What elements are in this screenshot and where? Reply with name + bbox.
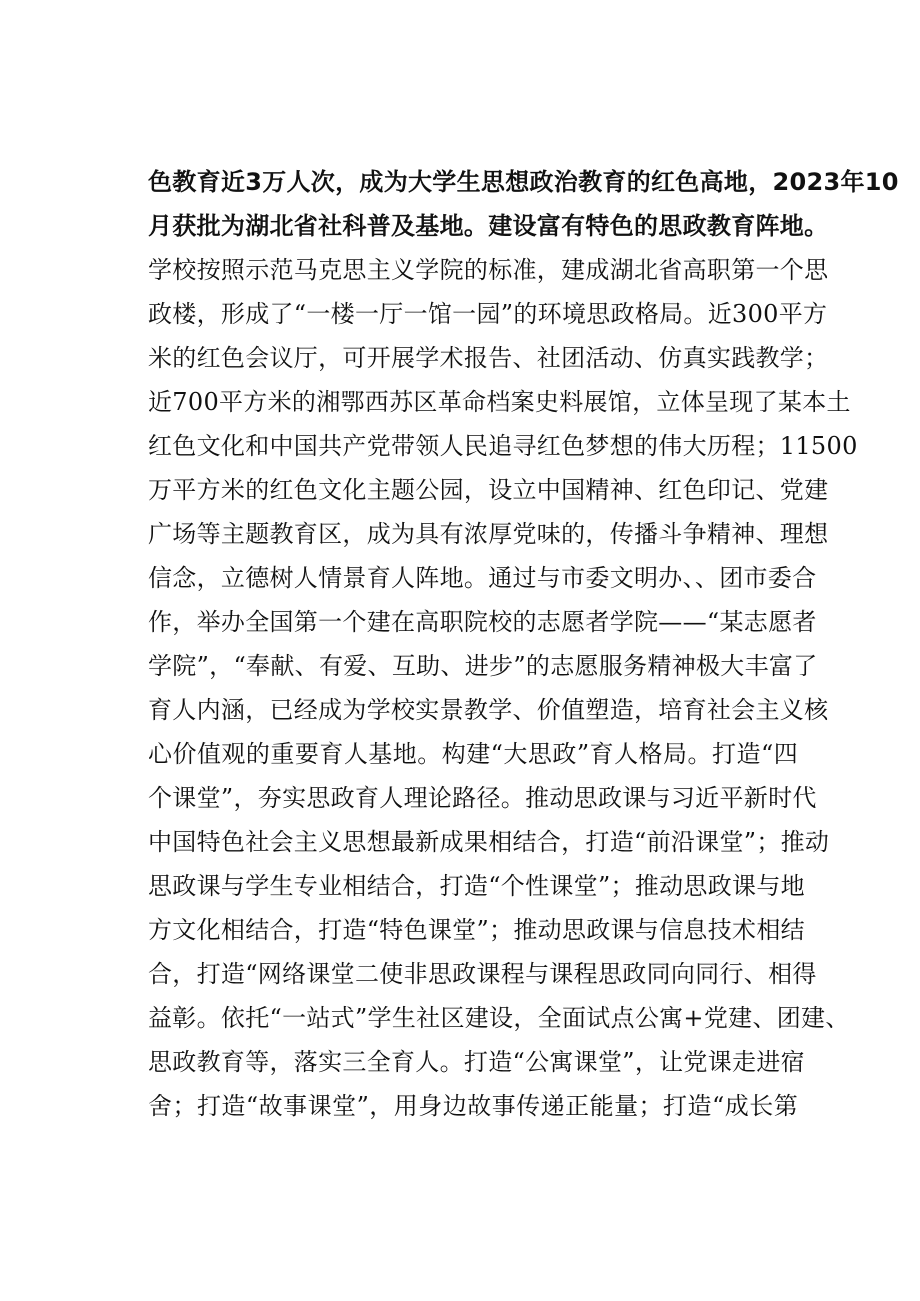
text-line: 色教育近3万人次，成为大学生思想政治教育的红色高地，2023年10 xyxy=(148,168,899,196)
text-line: 学校按照示范马克思主义学院的标准，建成湖北省高职第一个思 xyxy=(148,256,829,284)
text-line: 政楼，形成了“一楼一厅一馆一园”的环境思政格局。近300平方 xyxy=(148,300,828,328)
text-line: 信念，立德树人情景育人阵地。通过与市委文明办、、团市委合 xyxy=(148,564,817,592)
text-line: 个课堂”，夯实思政育人理论路径。推动思政课与习近平新时代 xyxy=(148,784,817,812)
text-line: 心价值观的重要育人基地。构建“大思政”育人格局。打造“四 xyxy=(148,740,798,768)
text-line: 中国特色社会主义思想最新成果相结合，打造“前沿课堂”；推动 xyxy=(148,828,830,856)
text-line: 学院”，“奉献、有爱、互助、进步”的志愿服务精神极大丰富了 xyxy=(148,652,818,680)
text-line: 育人内涵，已经成为学校实景教学、价值塑造，培育社会主义核 xyxy=(148,696,829,724)
text-line: 广场等主题教育区，成为具有浓厚党味的，传播斗争精神、理想 xyxy=(148,520,829,548)
text-line: 合，打造“网络课堂二使非思政课程与课程思政同向同行、相得 xyxy=(148,960,817,988)
text-line: 月获批为湖北省社科普及基地。建设富有特色的思政教育阵地。 xyxy=(148,212,829,240)
text-line: 思政教育等，落实三全育人。打造“公寓课堂”，让党课走进宿 xyxy=(148,1048,805,1076)
text-line: 红色文化和中国共产党带领人民追寻红色梦想的伟大历程；11500 xyxy=(148,432,858,460)
text-line: 舍；打造“故事课堂”，用身边故事传递正能量；打造“成长第 xyxy=(148,1092,798,1120)
text-line: 方文化相结合，打造“特色课堂”；推动思政课与信息技术相结 xyxy=(148,916,805,944)
text-line: 近700平方米的湘鄂西苏区革命档案史料展馆，立体呈现了某本土 xyxy=(148,388,851,416)
text-line: 思政课与学生专业相结合，打造“个性课堂”；推动思政课与地 xyxy=(148,872,805,900)
text-line: 万平方米的红色文化主题公园，设立中国精神、红色印记、党建 xyxy=(148,476,829,504)
text-line: 作，举办全国第一个建在高职院校的志愿者学院——“某志愿者 xyxy=(148,608,817,636)
body-text xyxy=(148,160,899,1128)
text-line: 米的红色会议厅，可开展学术报告、社团活动、仿真实践教学； xyxy=(148,344,829,372)
text-line: 益彰。依托“一站式”学生社区建设，全面试点公寓+党建、团建、 xyxy=(148,1004,850,1032)
